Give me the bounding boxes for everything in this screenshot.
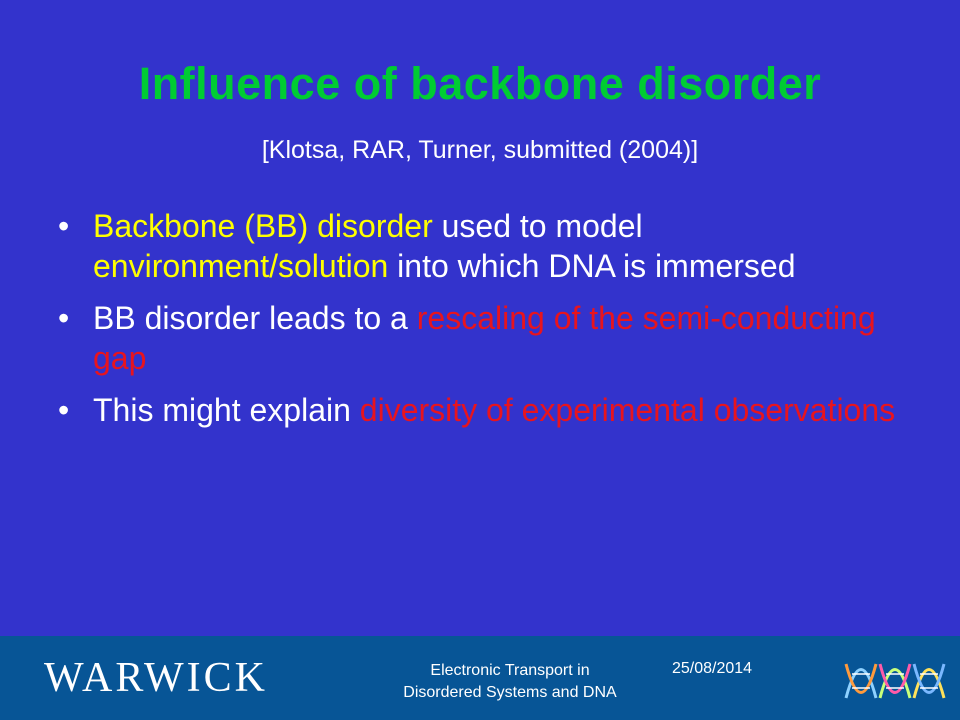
dna-helix-icon: [842, 654, 950, 708]
bullet-text-part: used to model: [432, 208, 643, 244]
bullet-text-part: into which DNA is immersed: [388, 248, 796, 284]
bullet-text-part: environment/solution: [93, 248, 389, 284]
bullet-text-part: diversity of experimental observations: [359, 392, 896, 428]
citation: [Klotsa, RAR, Turner, submitted (2004)]: [261, 136, 699, 164]
footer-title: [360, 660, 660, 704]
bullet-item: [58, 390, 918, 430]
footer-title-line: Disordered Systems and DNA: [403, 684, 617, 701]
bullet-dot: •: [58, 392, 70, 428]
bullet-list: [58, 206, 918, 442]
footer-date: 25/08/2014: [672, 660, 753, 677]
bullet-item: [58, 298, 918, 378]
warwick-logo: WARWICK: [44, 655, 268, 701]
bullet-text-part: This might explain: [93, 392, 360, 428]
bullet-text-part: BB disorder leads to a: [93, 300, 417, 336]
bullet-dot: •: [58, 300, 70, 336]
bullet-item: [58, 206, 918, 286]
bullet-dot: •: [58, 208, 70, 244]
bullet-text-part: rescaling of the semi-conducting gap: [93, 300, 876, 376]
slide-title: Influence of backbone disorder: [138, 58, 822, 109]
bullet-text-part: Backbone (BB) disorder: [93, 208, 433, 244]
footer-title-line: Electronic Transport in: [430, 662, 590, 679]
